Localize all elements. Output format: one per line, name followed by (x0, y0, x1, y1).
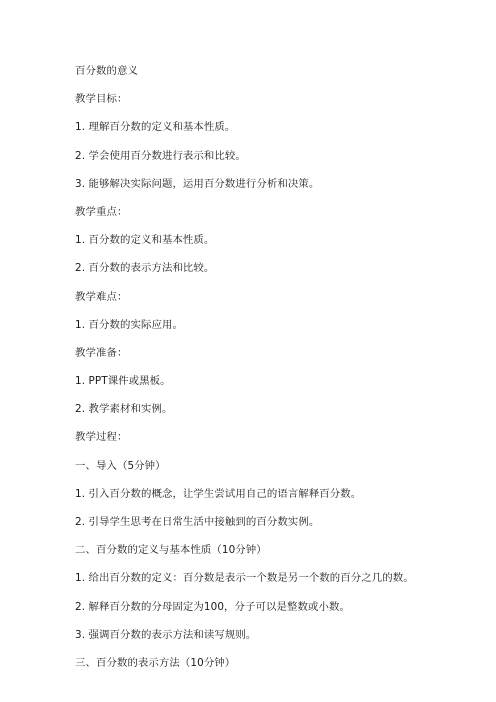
section-heading-preparation: 教学准备： (75, 346, 128, 359)
preparation-item: 2. 教学素材和实例。 (75, 403, 173, 416)
difficulty-item: 1. 百分数的实际应用。 (75, 318, 183, 331)
process-step-item: 2. 引导学生思考在日常生活中接触到的百分数实例。 (75, 516, 320, 528)
key-point-item: 1. 百分数的定义和基本性质。 (75, 234, 215, 247)
objective-item: 3. 能够解决实际问题，运用百分数进行分析和决策。 (75, 177, 320, 190)
objective-item: 1. 理解百分数的定义和基本性质。 (75, 121, 236, 134)
process-step-item: 3. 强调百分数的表示方法和读写规则。 (75, 628, 257, 641)
process-step-heading: 二、百分数的定义与基本性质（10分钟） (75, 544, 267, 557)
section-heading-key-points: 教学重点： (75, 205, 128, 218)
section-heading-objectives: 教学目标： (75, 93, 128, 106)
key-point-item: 2. 百分数的表示方法和比较。 (75, 262, 215, 275)
section-heading-difficulties: 教学难点： (75, 290, 128, 303)
objective-item: 2. 学会使用百分数进行表示和比较。 (75, 149, 246, 162)
process-step-item: 1. 给出百分数的定义：百分数是表示一个数是另一个数的百分之几的数。 (75, 572, 414, 585)
process-step-heading: 三、百分数的表示方法（10分钟） (75, 656, 236, 669)
process-step-item: 2. 解释百分数的分母固定为100，分子可以是整数或小数。 (75, 600, 350, 613)
section-heading-process: 教学过程： (75, 431, 128, 444)
preparation-item: 1. PPT课件或黑板。 (75, 375, 171, 388)
process-step-item: 1. 引入百分数的概念，让学生尝试用自己的语言解释百分数。 (75, 487, 362, 500)
document-title: 百分数的意义 (75, 65, 138, 77)
process-step-heading: 一、导入（5分钟） (75, 459, 166, 472)
document-body (75, 64, 435, 684)
